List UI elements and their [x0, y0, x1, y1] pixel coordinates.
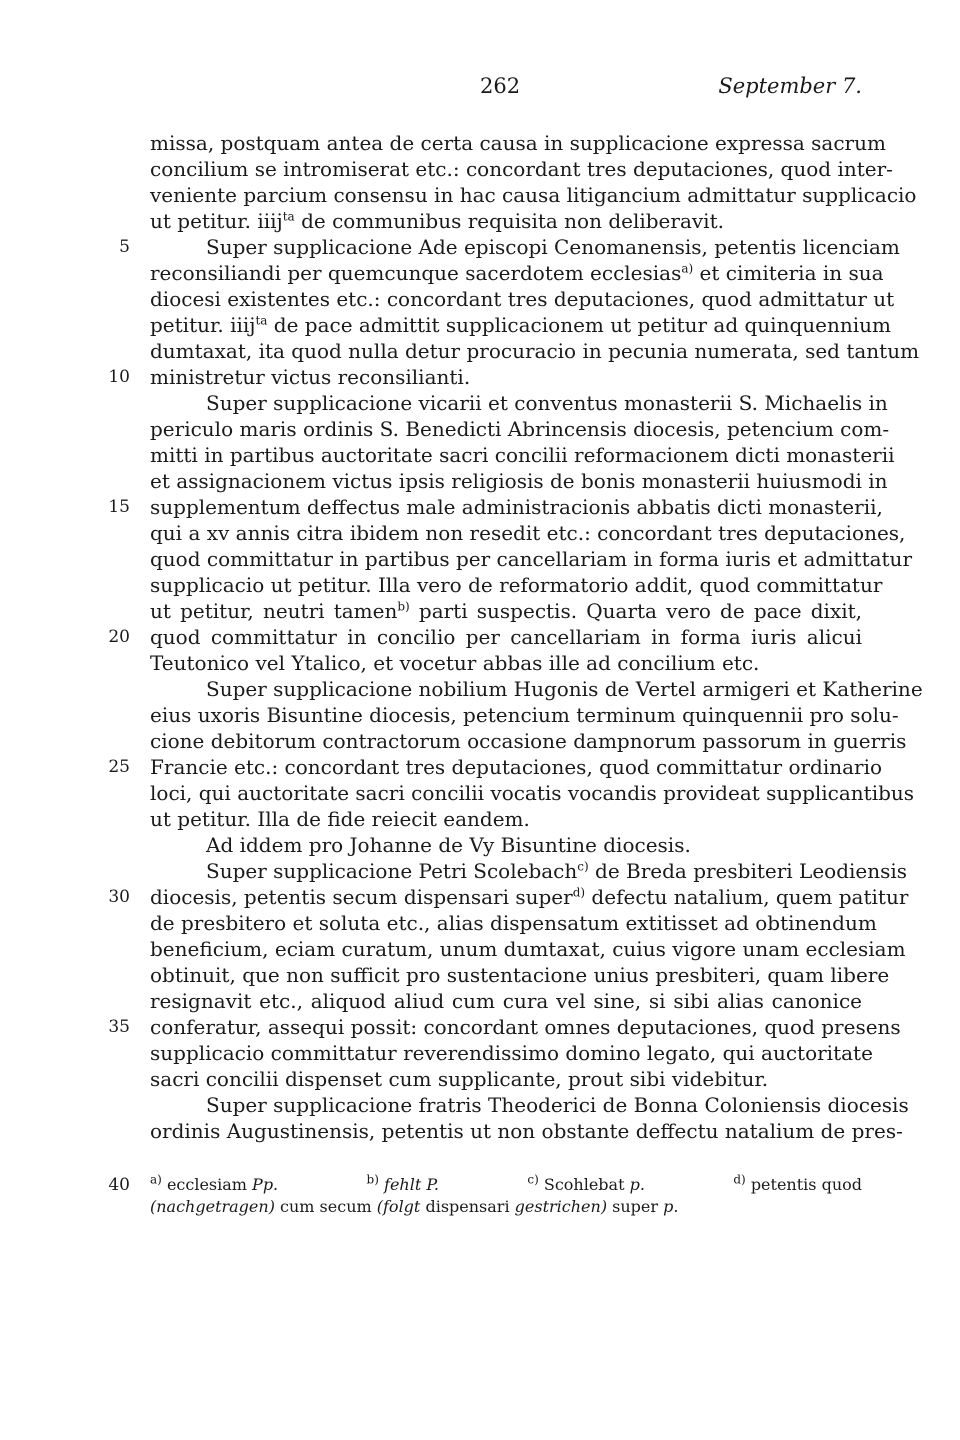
text-segment: reconsiliandi per quemcunque sacerdotem ecclesias	[150, 261, 682, 285]
text-line: conferatur, assequi possit: concordant omnes deputaciones, quod presens	[150, 1015, 901, 1039]
text-line: diocesi existentes etc.: concordant tres deputaciones, quod admittatur ut	[150, 287, 895, 311]
text-line: ordinis Augustinensis, petentis ut non obstante deffectu natalium de pres-	[150, 1119, 903, 1143]
text-line: beneficium, eciam curatum, unum dumtaxat, cuius vigore unam ecclesiam	[150, 937, 906, 961]
superscript: ta	[282, 209, 295, 224]
text-line: missa, postquam antea de certa causa in supplicacione expressa sacrum	[150, 131, 886, 155]
text-line: dumtaxat, ita quod nulla detur procuracio in pecunia numerata, sed tantum	[150, 339, 920, 363]
footnote-text: petentis quod	[750, 1175, 862, 1194]
text-line: mitti in partibus auctoritate sacri concilii reformacionem dicti monasterii	[150, 443, 895, 467]
text-segment: defectu natalium, quem patitur	[585, 885, 909, 909]
footnote-text: fehlt P.	[384, 1175, 439, 1194]
text-line: eius uxoris Bisuntine diocesis, petencium terminum quinquennii pro solu-	[150, 703, 899, 727]
text-line	[150, 598, 862, 624]
footnote-note: (nachgetragen)	[150, 1197, 275, 1216]
footnote-text: dispensari	[425, 1197, 510, 1216]
text-line: cione debitorum contractorum occasione dampnorum passorum in guerris	[150, 729, 907, 753]
text-line: concilium se intromiserat etc.: concordant tres deputaciones, quod inter-	[150, 157, 893, 181]
text-line: quod committatur in partibus per cancellariam in forma iuris et admittatur	[150, 547, 913, 571]
footnote-row	[150, 1174, 862, 1196]
footnote-source: p.	[629, 1175, 645, 1194]
text-line: supplicacio committatur reverendissimo domino legato, qui auctoritate	[150, 1041, 873, 1065]
text-line	[150, 312, 891, 338]
text-line	[150, 884, 909, 910]
text-line	[150, 260, 884, 286]
text-line	[150, 858, 908, 884]
footnote-text: ecclesiam	[166, 1175, 247, 1194]
text-line: periculo maris ordinis S. Benedicti Abrincensis diocesis, petencium com-	[150, 417, 890, 441]
text-line: supplicacio ut petitur. Illa vero de reformatorio addit, quod committatur	[150, 573, 883, 597]
footnote-text: Scohlebat	[543, 1175, 625, 1194]
footnote-marker: c)	[577, 859, 589, 874]
footnotes	[150, 1174, 862, 1218]
line-number: 35	[108, 1017, 130, 1037]
footnote-d	[733, 1174, 862, 1196]
text-line: supplementum deffectus male administracionis abbatis dicti monasterii,	[150, 495, 883, 519]
footnote-mark: c)	[527, 1172, 539, 1187]
line-number: 20	[108, 627, 130, 647]
footnote-c	[527, 1174, 645, 1196]
text-line	[150, 208, 862, 234]
text-line: obtinuit, que non sufficit pro sustentacione unius presbiteri, quam libere	[150, 963, 890, 987]
footnote-marker: d)	[572, 885, 586, 900]
text-segment: et cimiteria in sua	[693, 261, 884, 285]
text-line: resignavit etc., aliquod aliud cum cura vel sine, si sibi alias canonice	[150, 989, 862, 1013]
line-number: 15	[108, 497, 130, 517]
text-line: Super supplicacione nobilium Hugonis de Vertel armigeri et Katherine	[206, 677, 923, 701]
text-line: ministretur victus reconsilianti.	[150, 365, 471, 389]
line-number: 30	[108, 887, 130, 907]
text-line: Super supplicacione vicarii et conventus monasterii S. Michaelis in	[206, 391, 888, 415]
text-line: Teutonico vel Ytalico, et vocetur abbas ille ad concilium etc.	[150, 651, 760, 675]
superscript: ta	[255, 313, 268, 328]
text-segment: de communibus requisita non deliberavit.	[294, 209, 724, 233]
text-segment: ut petitur. iiij	[150, 209, 283, 233]
footnote-mark: a)	[150, 1172, 162, 1187]
footnote-d-continuation	[150, 1196, 862, 1218]
text-line: loci, qui auctoritate sacri concilii vocatis vocandis provideat supplicantibus	[150, 781, 915, 805]
text-segment: Super supplicacione Petri Scolebach	[206, 859, 578, 883]
footnote-b	[367, 1174, 439, 1196]
text-line: quod committatur in concilio per cancellariam in forma iuris alicui	[150, 625, 862, 649]
running-head: September 7.	[718, 74, 862, 98]
footnote-mark: b)	[366, 1172, 379, 1187]
text-segment: de pace admittit supplicacionem ut petitur ad quinquennium	[267, 313, 891, 337]
text-line: qui a xv annis citra ibidem non resedit etc.: concordant tres deputaciones,	[150, 521, 906, 545]
text-line: et assignacionem victus ipsis religiosis de bonis monasterii huiusmodi in	[150, 469, 888, 493]
footnote-note: (folgt	[376, 1197, 421, 1216]
text-line: Super supplicacione Ade episcopi Cenomanensis, petentis licenciam	[206, 235, 900, 259]
footnote-source: p.	[663, 1197, 679, 1216]
footnote-marker: b)	[397, 599, 410, 614]
text-segment: petitur. iiij	[150, 313, 256, 337]
footnote-marker: a)	[681, 261, 694, 276]
footnote-text: cum secum	[280, 1197, 372, 1216]
text-line: de presbitero et soluta etc., alias dispensatum extitisset ad obtinendum	[150, 911, 877, 935]
text-line: Super supplicacione fratris Theoderici de Bonna Coloniensis diocesis	[206, 1093, 909, 1117]
text-segment: diocesis, petentis secum dispensari super	[150, 885, 573, 909]
line-number: 25	[108, 757, 130, 777]
line-number: 40	[108, 1175, 130, 1195]
footnote-note: gestrichen)	[514, 1197, 608, 1216]
footnote-mark: d)	[733, 1172, 746, 1187]
line-number: 10	[108, 367, 130, 387]
text-line: Ad iddem pro Johanne de Vy Bisuntine diocesis.	[206, 833, 691, 857]
page-header	[150, 74, 862, 104]
text-segment: de Breda presbiteri Leodiensis	[588, 859, 908, 883]
text-segment: ut petitur, neutri tamen	[150, 599, 398, 623]
footnote-source: Pp.	[252, 1175, 279, 1194]
text-line: ut petitur. Illa de fide reiecit eandem.	[150, 807, 530, 831]
text-line: sacri concilii dispenset cum supplicante, prout sibi videbitur.	[150, 1067, 769, 1091]
text-line: Francie etc.: concordant tres deputaciones, quod committatur ordinario	[150, 755, 883, 779]
footnote-text: super	[612, 1197, 659, 1216]
text-segment: parti suspectis. Quarta vero de pace dixit,	[409, 599, 863, 623]
footnote-a	[150, 1174, 278, 1196]
page-number: 262	[480, 74, 521, 98]
text-line: veniente parcium consensu in hac causa litigancium admittatur supplicacio	[150, 183, 917, 207]
line-number: 5	[119, 237, 130, 257]
